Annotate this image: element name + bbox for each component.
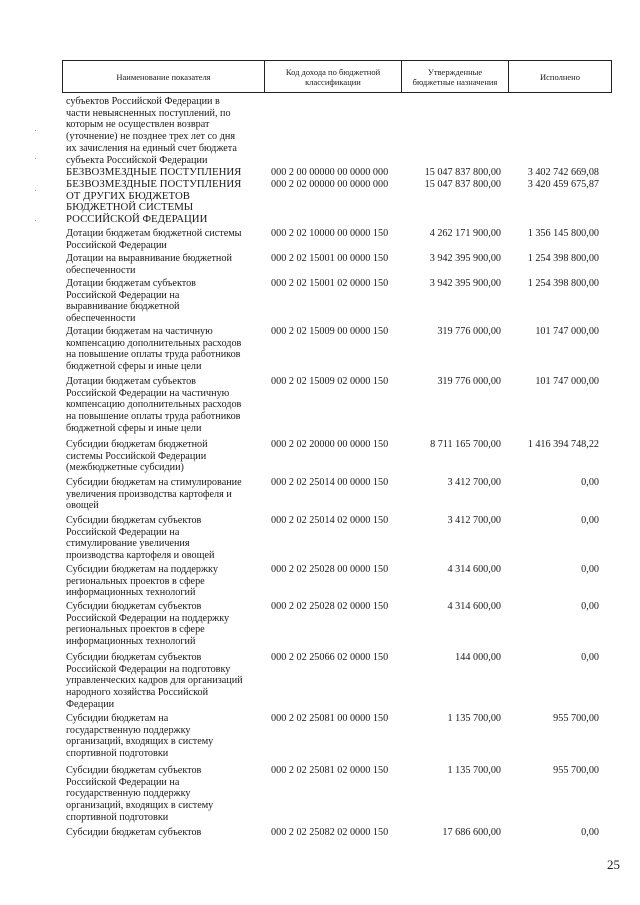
row-name: Субсидии бюджетам на государственную поддержку организаций, входящих в систему спортивной подготовки [66,713,214,760]
row-name: Субсидии бюджетам бюджетной системы Российской Федерации (межбюджетные субсидии) [66,439,208,474]
row-done: 0,00 [581,564,599,575]
row-approved: 15 047 837 800,00 [424,167,501,178]
row-approved: 4 314 600,00 [447,601,501,612]
column-header-approved: Утвержденные бюджетные назначения [402,61,509,92]
page-number: 25 [607,857,620,872]
row-code: 000 2 02 25028 00 0000 150 [271,564,389,575]
row-code: 000 2 02 25028 02 0000 150 [271,601,389,612]
row-approved: 17 686 600,00 [442,827,501,838]
row-done: 101 747 000,00 [535,326,599,337]
row-name: субъектов Российской Федерации в части невыясненных поступлений, по которым не осуществлен возврат (уточнение) не позднее трех лет со дня их зачисления на единый счет бюджета субъекта Российской Федерации [66,96,237,166]
row-done: 955 700,00 [553,713,599,724]
row-done: 0,00 [581,827,599,838]
row-name: Субсидии бюджетам субъектов Российской Федерации на стимулирование увеличения производства картофеля и овощей [66,515,215,562]
row-done: 955 700,00 [553,765,599,776]
row-done: 1 356 145 800,00 [527,228,599,239]
row-approved: 319 776 000,00 [437,326,501,337]
row-code: 000 2 02 15001 00 0000 150 [271,253,389,264]
row-done: 101 747 000,00 [535,376,599,387]
row-approved: 4 262 171 900,00 [429,228,501,239]
row-code: 000 2 02 25014 02 0000 150 [271,515,389,526]
row-code: 000 2 02 00000 00 0000 000 [271,179,389,190]
row-code: 000 2 02 15009 00 0000 150 [271,326,389,337]
column-header-done: Исполнено [540,71,580,82]
row-name: Дотации бюджетам субъектов Российской Федерации на выравнивание бюджетной обеспеченности [66,278,196,325]
row-done: 0,00 [581,601,599,612]
row-name: Дотации бюджетам субъектов Российской Федерации на частичную компенсацию дополнительных расходов на повышение оплаты труда работников бюджетной сферы и иные цели [66,376,242,434]
row-done: 1 254 398 800,00 [527,253,599,264]
row-code: 000 2 02 25081 00 0000 150 [271,713,389,724]
row-approved: 3 412 700,00 [447,477,501,488]
row-name: Субсидии бюджетам субъектов Российской Федерации на подготовку управленческих кадров для организаций народного хозяйства Российской Федерации [66,652,243,710]
row-name: Субсидии бюджетам субъектов Российской Федерации на государственную поддержку организаций, входящих в систему спортивной подготовки [66,765,214,823]
row-approved: 3 942 395 900,00 [429,253,501,264]
row-approved: 3 942 395 900,00 [429,278,501,289]
row-code: 000 2 02 25082 02 0000 150 [271,827,389,838]
row-code: 000 2 00 00000 00 0000 000 [271,167,389,178]
row-code: 000 2 02 25066 02 0000 150 [271,652,389,663]
row-code: 000 2 02 10000 00 0000 150 [271,228,389,239]
row-name: Дотации на выравнивание бюджетной обеспеченности [66,253,232,276]
row-code: 000 2 02 15009 02 0000 150 [271,376,389,387]
row-done: 3 420 459 675,87 [527,179,599,190]
row-approved: 144 000,00 [455,652,501,663]
row-name: Субсидии бюджетам на поддержку региональных проектов в сфере информационных технологий [66,564,218,599]
row-name: Субсидии бюджетам на стимулирование увеличения производства картофеля и овощей [66,477,242,512]
row-name: Субсидии бюджетам субъектов [66,827,202,838]
row-code: 000 2 02 25014 00 0000 150 [271,477,389,488]
row-approved: 319 776 000,00 [437,376,501,387]
column-header-name: Наименование показателя [63,61,265,92]
column-header-code: Код дохода по бюджетной классификации [265,61,402,92]
row-done: 0,00 [581,515,599,526]
row-approved: 4 314 600,00 [447,564,501,575]
row-code: 000 2 02 15001 02 0000 150 [271,278,389,289]
row-done: 0,00 [581,652,599,663]
row-approved: 8 711 165 700,00 [430,439,501,450]
row-done: 0,00 [581,477,599,488]
row-code: 000 2 02 20000 00 0000 150 [271,439,389,450]
row-name: БЕЗВОЗМЕЗДНЫЕ ПОСТУПЛЕНИЯ ОТ ДРУГИХ БЮДЖЕТОВ БЮДЖЕТНОЙ СИСТЕМЫ РОССИЙСКОЙ ФЕДЕРАЦИИ [66,178,242,226]
row-done: 1 254 398 800,00 [527,278,599,289]
row-done: 1 416 394 748,22 [527,439,599,450]
row-done: 3 402 742 669,08 [527,167,599,178]
row-approved: 1 135 700,00 [447,765,501,776]
row-name: Субсидии бюджетам субъектов Российской Федерации на поддержку региональных проектов в сфере информационных технологий [66,601,230,648]
row-code: 000 2 02 25081 02 0000 150 [271,765,389,776]
row-name: Дотации бюджетам бюджетной системы Российской Федерации [66,228,242,251]
row-approved: 15 047 837 800,00 [424,179,501,190]
row-name: БЕЗВОЗМЕЗДНЫЕ ПОСТУПЛЕНИЯ [66,166,242,178]
row-approved: 1 135 700,00 [447,713,501,724]
row-name: Дотации бюджетам на частичную компенсацию дополнительных расходов на повышение оплаты труда работников бюджетной сферы и иные цели [66,326,242,373]
row-approved: 3 412 700,00 [447,515,501,526]
